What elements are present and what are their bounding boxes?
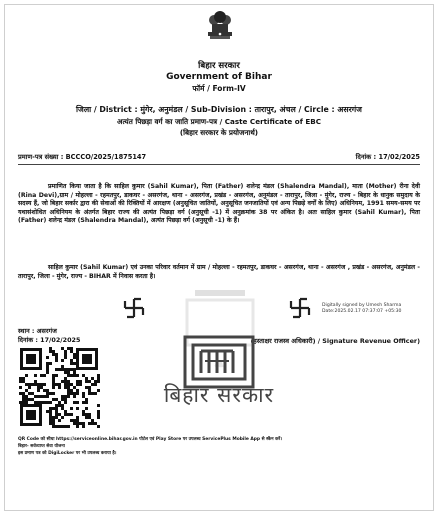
state-name-hindi: बिहार सरकार <box>198 61 240 71</box>
swastika-left-icon <box>123 297 145 319</box>
digital-sign-date: Date:2025.02.17 07:37:07 +05:30 <box>322 309 402 314</box>
state-emblem-icon <box>200 6 240 44</box>
issue-date: दिनांक : 17/02/2025 <box>355 153 420 161</box>
jurisdiction-line: जिला / District : मुंगेर, अनुमंडल / Sub-Division : तारापुर, अंचल / Circle : असरगंज <box>76 105 362 114</box>
certificate-body-main: प्रमाणित किया जाता है कि साहिल कुमार (Sahil Kumar), पिता (Father) शलेन्द्र मंडल (Shalendra Mandal), माता (Mother) रीना देवी (Rina Devi),ग्राम / मोहल्ला - रहमतपुर, डाकघर - असरगंज, थाना - असरगंज, प्रखंड - असरगंज, अनुमंडल - तारापुर, जिला - मुंगेर, राज्य - बिहार के धानुक समुदाय के सदस्य हैं, जो बिहार सर्कार द्वारा की सेवाओं की रिक्तियों में आरक्षण (अनुसूचित जातियों, अनुसूचित जनजातियों एवं अन्य पिछड़े वर्गों के लिए) अधिनियम, 1991 समय-समय पर यथासंशोधित अधिनियम के अंतर्गत बिहार राज्य की अत्यंत पिछड़ा वर्ग (अनुसूची -1) में अनुक्रमांक 38 पर अंकित है। अतः साहिल कुमार (Sahil Kumar), पिता (Father) शलेन्द्र मंडल (Shalendra Mandal), अत्यंत पिछड़ा वर्ग (अनुसूची -1) के हैं। <box>18 183 420 225</box>
certificate-purpose: (बिहार सरकार के प्रयोजनार्थ) <box>179 128 259 137</box>
digital-signature-block <box>322 303 401 315</box>
footer-date: दिनांक : 17/02/2025 <box>18 336 81 344</box>
place-date-block <box>18 327 80 345</box>
signature-label: (हस्ताक्षर राजस्व अधिकारी) / Signature Revenue Officer) <box>250 337 420 345</box>
swastika-right-icon <box>289 297 311 319</box>
place: स्थान : असरगंज <box>18 327 57 335</box>
digital-signer: Digitally signed by Umesh Sharma <box>322 303 402 308</box>
state-name-english: Government of Bihar <box>166 72 272 82</box>
qr-note: QR Code को सीधा https://serviceonline.bihar.gov.in पोर्टल एवं Play Store पर उपलब्ध ServicePlus Mobile App से स्कैन करें। <box>18 437 282 442</box>
qr-code[interactable] <box>18 346 100 428</box>
certificate-body-residence: साहिल कुमार (Sahil Kumar) एवं उनका परिवार वर्तमान में ग्राम / मोहल्ला - रहमतपुर, डाकघर - असरगंज, थाना - असरगंज , प्रखंड - असरगंज, अनुमंडल - तारापुर, जिला - मुंगेर, राज्य - BIHAR में निवास करता है। <box>18 264 420 280</box>
divider <box>18 164 420 165</box>
svg-text:❧: ❧ <box>213 355 227 374</box>
certificate-number: प्रमाण-पत्र संख्या : BCCCO/2025/1875147 <box>18 153 147 161</box>
logo-caption: बिहार सरकार <box>163 383 275 407</box>
certificate-title: अत्यंत पिछड़ा वर्ग का जाति प्रमाण-पत्र / Caste Certificate of EBC <box>116 117 322 126</box>
form-number: फॉर्म / Form-IV <box>192 84 246 93</box>
scheme-note: बिहार- सर्वव्याप्त सेवा योजना <box>18 444 65 449</box>
digilocker-note: इस प्रमाण पत्र को DigiLocker पर भी उपलब्ध कराया है। <box>18 451 117 456</box>
reference-row <box>18 152 420 161</box>
